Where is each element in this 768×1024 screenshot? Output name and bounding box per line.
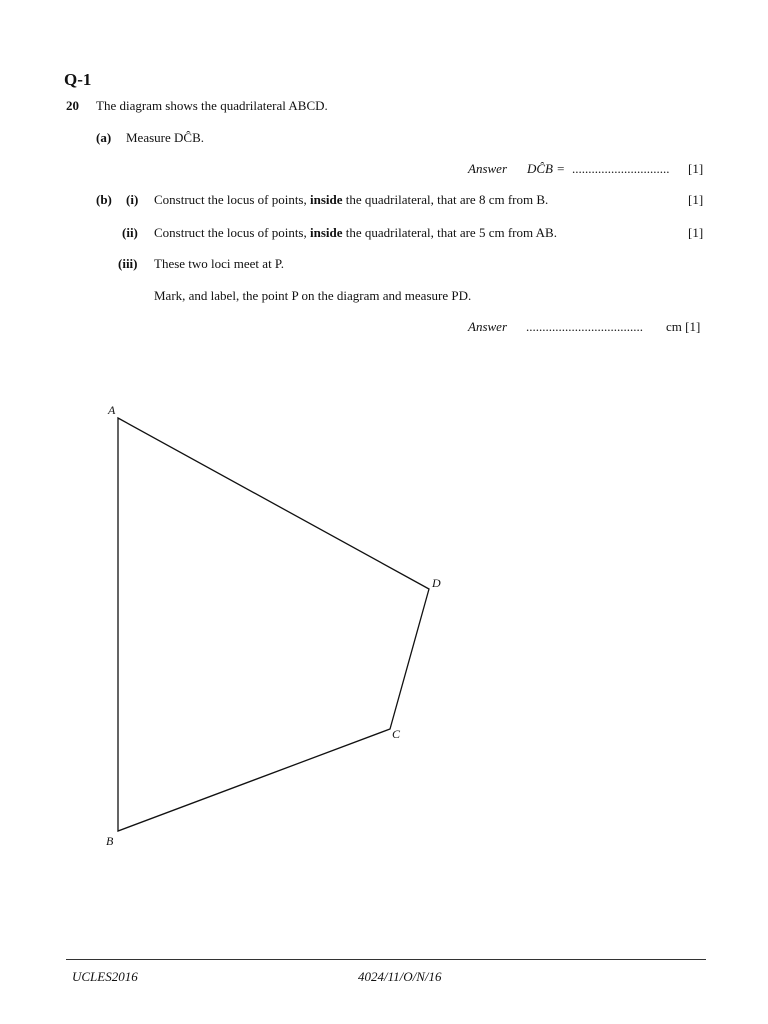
part-b-iii-text: These two loci meet at P. [154, 256, 284, 271]
part-b-iii-text2: Mark, and label, the point P on the diagram and measure PD. [154, 288, 472, 303]
part-a-label: (a) [96, 130, 112, 145]
part-a-marks: [1] [688, 161, 704, 176]
part-b-iii-answer-dots[interactable]: .................................... [526, 319, 643, 334]
part-b-i-marks: [1] [688, 192, 704, 207]
footer-paper-code: 4024/11/O/N/16 [358, 969, 442, 984]
part-b-label: (b) [96, 192, 112, 207]
footer-divider [66, 959, 706, 960]
part-b-i-label: (i) [126, 192, 139, 207]
part-b-i-text-post: the quadrilateral, that are 8 cm from B. [345, 192, 549, 207]
part-a-answer-dots[interactable]: .............................. [572, 161, 670, 176]
part-b-ii-text-post: the quadrilateral, that are 5 cm from AB. [345, 225, 557, 240]
part-a-text: Measure DĈB. [126, 130, 204, 145]
part-b-i-text-pre: Construct the locus of points, [154, 192, 307, 207]
question-header: Q-1 [64, 70, 92, 89]
part-b-iii-label: (iii) [118, 256, 138, 271]
vertex-label-a: A [108, 403, 116, 417]
part-a-answer-word: Answer [468, 161, 507, 176]
part-b-iii-answer-word: Answer [468, 319, 507, 334]
part-b-iii-unit-marks: cm [1] [666, 319, 701, 334]
part-b-ii-bold: inside [310, 225, 343, 240]
vertex-label-b: B [106, 834, 114, 848]
quadrilateral-abcd [118, 418, 429, 831]
vertex-label-d: D [432, 576, 441, 590]
vertex-label-c: C [392, 727, 401, 741]
part-a-answer-expr: DĈB = [527, 161, 566, 176]
footer-copyright: UCLES2016 [72, 969, 138, 984]
question-intro: The diagram shows the quadrilateral ABCD. [96, 98, 328, 113]
question-number: 20 [66, 98, 79, 113]
part-b-ii-label: (ii) [122, 225, 138, 240]
part-b-ii-marks: [1] [688, 225, 704, 240]
part-b-ii-text-pre: Construct the locus of points, [154, 225, 307, 240]
part-b-i-bold: inside [310, 192, 343, 207]
